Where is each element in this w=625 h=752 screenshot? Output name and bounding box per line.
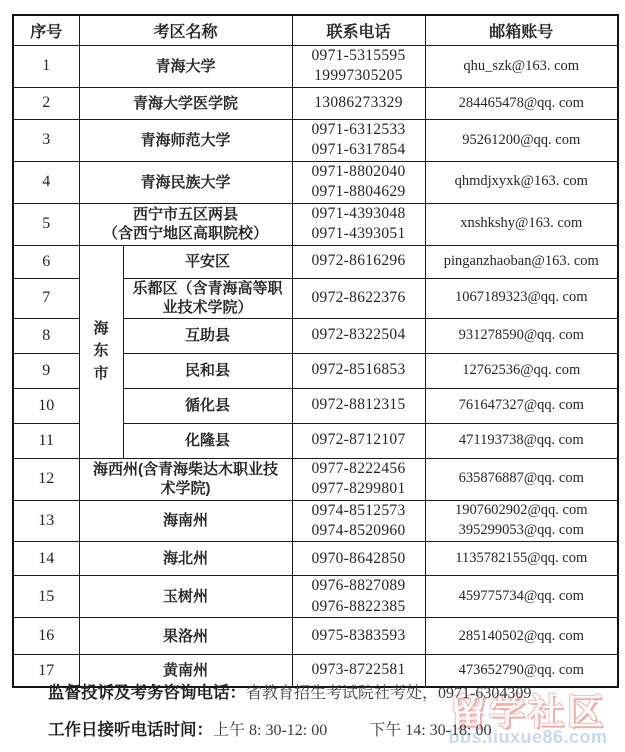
email-cell: 1135782155@qq. com — [425, 542, 618, 576]
row-number-cell: 17 — [13, 655, 79, 687]
row-number-cell: 16 — [13, 618, 79, 655]
row-number-cell: 9 — [13, 353, 79, 388]
phone-cell: 0971-4393048 0971-4393051 — [292, 203, 425, 245]
city-group-cell: 海 东 市 — [79, 245, 123, 458]
row-number-cell: 4 — [13, 161, 79, 203]
region-name-cell: 青海大学医学院 — [79, 87, 292, 119]
email-cell: 459775734@qq. com — [425, 576, 618, 618]
row-number-cell: 15 — [13, 576, 79, 618]
row-number-cell: 8 — [13, 318, 79, 353]
row-number-cell: 12 — [13, 458, 79, 500]
supervision-note-label: 监督投诉及考务咨询电话： — [48, 684, 246, 702]
row-number-cell: 5 — [13, 203, 79, 245]
email-cell: 284465478@qq. com — [425, 87, 618, 119]
phone-cell: 0972-8812315 — [292, 388, 425, 423]
region-name-cell: 玉树州 — [79, 576, 292, 618]
header-row — [13, 15, 618, 46]
table-row — [13, 245, 618, 278]
phone-cell: 0972-8712107 — [292, 423, 425, 458]
row-number-cell: 6 — [13, 245, 79, 278]
col-header-index: 序号 — [13, 15, 79, 46]
region-name-cell: 果洛州 — [79, 618, 292, 655]
email-cell: 931278590@qq. com — [425, 318, 618, 353]
table-row — [13, 87, 618, 119]
office-hours-morning: 上午 8: 30-12: 00 — [213, 722, 328, 739]
row-number-cell: 2 — [13, 87, 79, 119]
region-name-cell: 民和县 — [123, 353, 292, 388]
table-row — [13, 203, 618, 245]
email-cell: pinganzhaoban@163. com — [425, 245, 618, 278]
col-header-region: 考区名称 — [79, 15, 292, 46]
row-number-cell: 1 — [13, 46, 79, 88]
row-number-cell: 3 — [13, 119, 79, 161]
row-number-cell: 11 — [13, 423, 79, 458]
table-row — [13, 119, 618, 161]
email-cell: 761647327@qq. com — [425, 388, 618, 423]
region-name-cell: 西宁市五区两县 （含西宁地区高职院校） — [79, 203, 292, 245]
region-name-cell: 化隆县 — [123, 423, 292, 458]
office-hours-label: 工作日接听电话时间： — [48, 721, 213, 739]
phone-cell: 0972-8516853 — [292, 353, 425, 388]
email-cell: 95261200@qq. com — [425, 119, 618, 161]
region-name-cell: 乐都区（含青海高等职 业技术学院） — [123, 278, 292, 318]
email-cell: qhu_szk@163. com — [425, 46, 618, 88]
region-name-cell: 互助县 — [123, 318, 292, 353]
email-cell: 635876887@qq. com — [425, 458, 618, 500]
phone-cell: 0976-8827089 0976-8822385 — [292, 576, 425, 618]
watermark-logo-text: 留学社区 — [449, 691, 606, 732]
table-row — [13, 458, 618, 500]
region-name-cell: 海北州 — [79, 542, 292, 576]
row-number-cell: 14 — [13, 542, 79, 576]
phone-cell: 13086273329 — [292, 87, 425, 119]
region-name-cell: 青海民族大学 — [79, 161, 292, 203]
phone-cell: 0973-8722581 — [292, 655, 425, 687]
region-name-cell: 青海大学 — [79, 46, 292, 88]
email-cell: xnshkshy@163. com — [425, 203, 618, 245]
office-hours-note — [48, 716, 491, 740]
phone-cell: 0972-8322504 — [292, 318, 425, 353]
region-name-cell: 海南州 — [79, 500, 292, 542]
table-row — [13, 500, 618, 542]
phone-cell: 0971-6312533 0971-6317854 — [292, 119, 425, 161]
phone-cell: 0975-8383593 — [292, 618, 425, 655]
row-number-cell: 7 — [13, 278, 79, 318]
email-cell: 473652790@qq. com — [425, 655, 618, 687]
exam-contact-table — [12, 14, 619, 688]
phone-cell: 0977-8222456 0977-8299801 — [292, 458, 425, 500]
region-name-cell: 青海师范大学 — [79, 119, 292, 161]
phone-cell: 0974-8512573 0974-8520960 — [292, 500, 425, 542]
col-header-email: 邮箱账号 — [425, 15, 618, 46]
region-name-cell: 黄南州 — [79, 655, 292, 687]
table-row — [13, 46, 618, 88]
table-row — [13, 542, 618, 576]
table-row — [13, 618, 618, 655]
supervision-note-value: 省教育招生考试院社考处，0971-6304309 — [246, 685, 532, 702]
email-cell: 285140502@qq. com — [425, 618, 618, 655]
region-name-cell: 海西州(含青海柴达木职业技 术学院) — [79, 458, 292, 500]
row-number-cell: 13 — [13, 500, 79, 542]
region-name-cell: 循化县 — [123, 388, 292, 423]
email-cell: qhmdjxyxk@163. com — [425, 161, 618, 203]
email-cell: 1067189323@qq. com — [425, 278, 618, 318]
table-row — [13, 576, 618, 618]
email-cell: 471193738@qq. com — [425, 423, 618, 458]
phone-cell: 0972-8616296 — [292, 245, 425, 278]
email-cell: 1907602902@qq. com 395299053@qq. com — [425, 500, 618, 542]
col-header-phone: 联系电话 — [292, 15, 425, 46]
table-row — [13, 161, 618, 203]
email-cell: 12762536@qq. com — [425, 353, 618, 388]
supervision-note — [48, 679, 531, 703]
phone-cell: 0972-8622376 — [292, 278, 425, 318]
office-hours-afternoon: 下午 14: 30-18: 00 — [369, 722, 492, 739]
region-name-cell: 平安区 — [123, 245, 292, 278]
phone-cell: 0971-5315595 19997305205 — [292, 46, 425, 88]
watermark-url: bbs.liuxue86.com — [448, 727, 608, 747]
phone-cell: 0970-8642850 — [292, 542, 425, 576]
row-number-cell: 10 — [13, 388, 79, 423]
phone-cell: 0971-8802040 0971-8804629 — [292, 161, 425, 203]
